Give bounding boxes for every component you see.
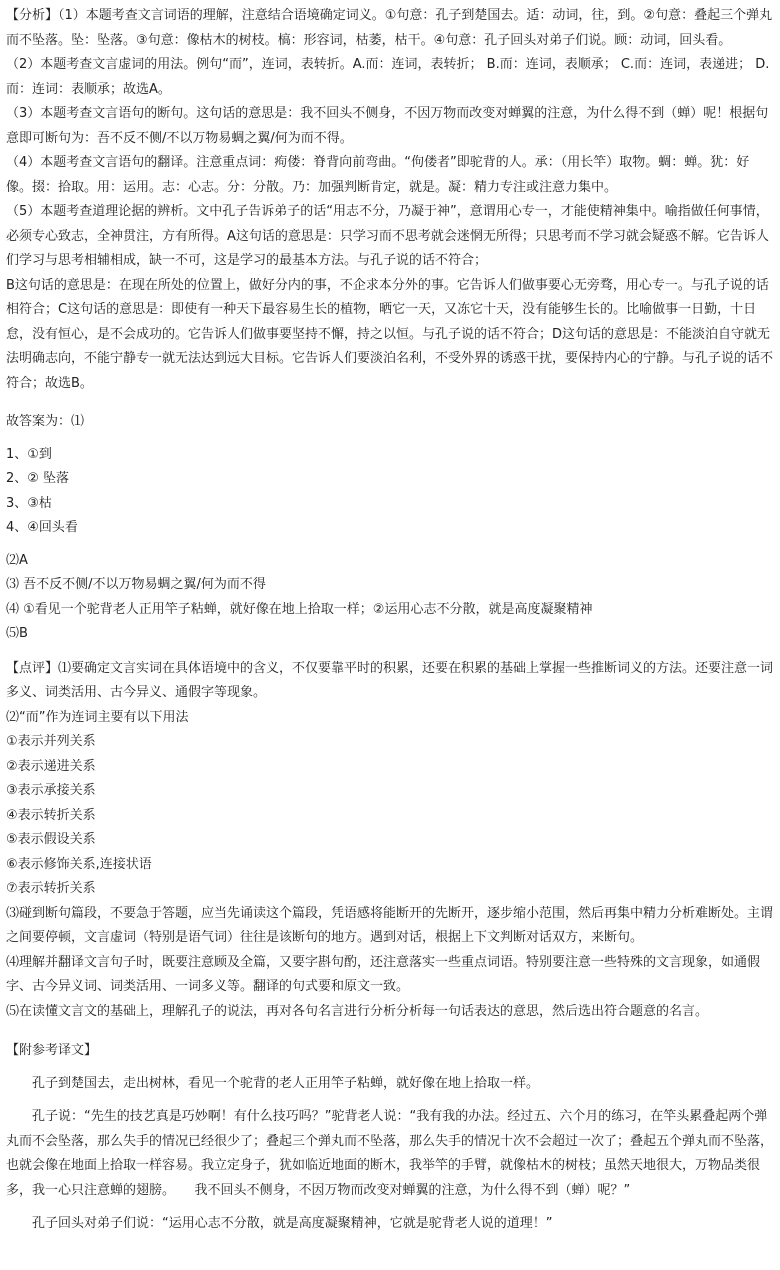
review-point-2: ⑵“而”作为连词主要有以下用法	[6, 709, 189, 725]
answer-line-3: ⑶ 吾不反不侧/不以万物易蜩之翼/何为而不得	[6, 577, 266, 592]
answer-line-4: ⑷ ①看见一个驼背老人正用竿子粘蝉，就好像在地上拾取一样；②运用心志不分散，就是高度凝聚精神	[6, 601, 593, 617]
analysis-part-2: （2）本题考查文言虚词的用法。例句“而”，连词，表转折。A.而：连词，表转折； B.而：连词，表顺承； C.而：连词，表递进； D.而：连词：表顺承；故选A。	[6, 57, 770, 97]
answer-line-2: ⑵A	[6, 552, 28, 568]
translation-paragraph-1: 孔子到楚国去，走出树林，看见一个驼背的老人正用竿子粘蝉，就好像在地上拾取一样。	[32, 1076, 540, 1091]
answer-item-4: 4、④回头看	[6, 520, 78, 535]
review-usage-6: ⑥表示修饰关系,连接状语	[6, 856, 152, 872]
translation-section	[6, 1038, 774, 1237]
translation-paragraph-2: 孔子说：“先生的技艺真是巧妙啊！有什么技巧吗？”驼背老人说：“我有我的办法。经过五、六个月的练习，在竿头累叠起两个弹丸而不会坠落，那么失手的情况已经很少了；叠起三个弹丸而不坠落，那么失手的情况十次不会超过一次了；叠起五个弹丸而不坠落，也就会像在地面上拾取一样容易。我立定身子，犹如临近地面的断木，我举竿的手臂，就像枯木的树枝；虽然天地很大，万物品类很多，我一心只注意蝉的翅膀。 我不回头不侧身，不因万物而改变对蝉翼的注意，为什么得不到（蝉）呢？”	[6, 1108, 774, 1199]
review-usage-5: ⑤表示假设关系	[6, 832, 96, 847]
translation-title: 【附参考译文】	[6, 1043, 98, 1058]
analysis-part-3: （3）本题考查文言语句的断句。这句话的意思是：我不回头不侧身，不因万物而改变对蝉翼的注意，为什么得不到（蝉）呢！根据句意即可断句为：吾不反不侧/不以万物易蜩之翼/何为而不得。	[6, 106, 769, 146]
review-usage-7: ⑦表示转折关系	[6, 881, 96, 896]
review-point-4: ⑷理解并翻译文言句子时，既要注意顾及全篇，又要字斟句酌，还注意落实一些重点词语。特别要注意一些特殊的文言现象，如通假字、古今异义词、词类活用、一词多义等。翻译的句式要和原文一致。	[6, 954, 761, 994]
review-usage-3: ③表示承接关系	[6, 783, 96, 798]
review-point-5: ⑸在读懂文言文的基础上，理解孔子的说法，再对各句名言进行分析分析每一句话表达的意思，然后选出符合题意的名言。	[6, 1003, 709, 1019]
analysis-part-5: （5）本题考查道理论据的辨析。文中孔子告诉弟子的话“用志不分，乃凝于神”，意谓用心专一，才能使精神集中。喻指做任何事情，必须专心致志，全神贯注，方有所得。A这句话的意思是：只学习而不思考就会迷惘无所得；只思考而不学习就会疑惑不解。它告诉人们学习与思考相辅相成，缺一不可，这是学习的最基本方法。与孔子说的话不符合；	[6, 204, 769, 268]
answer-intro: 故答案为：⑴	[6, 414, 85, 429]
review-usage-2: ②表示递进关系	[6, 758, 96, 774]
answer-item-1: 1、①到	[6, 446, 52, 462]
answer-line-5: ⑸B	[6, 626, 28, 641]
review-point-3: ⑶碰到断句篇段，不要急于答题，应当先诵读这个篇段，凭语感将能断开的先断开，逐步缩小范围，然后再集中精力分析难断处。主谓之间要停顿，文言虚词（特别是语气词）往往是该断句的地方。遇到对话，根据上下文判断对话双方，来断句。	[6, 905, 774, 945]
review-usage-4: ④表示转折关系	[6, 807, 96, 823]
analysis-part-5-continued: B这句话的意思是：在现在所处的位置上，做好分内的事，不企求本分外的事。它告诉人们做事要心无旁骛，用心专一。与孔子说的话相符合；C这句话的意思是：即使有一种天下最容易生长的植物，晒它一天，又冻它十天，没有能够生长的。比喻做事一日勤，十日怠，没有恒心，是不会成功的。它告诉人们做事要坚持不懈，持之以恒。与孔子说的话不符合；D这句话的意思是：不能淡泊自守就无法明确志向，不能宁静专一就无法达到远大目标。它告诉人们要淡泊名利，不受外界的诱惑干扰，要保持内心的宁静。与孔子说的话不符合；故选B。	[6, 277, 774, 391]
review-section	[6, 657, 774, 1025]
review-usage-1: ①表示并列关系	[6, 734, 96, 749]
answer-item-2: 2、② 坠落	[6, 471, 70, 486]
answer-section	[6, 410, 774, 647]
analysis-part-4: （4）本题考查文言语句的翻译。注意重点词：痀偻：脊背向前弯曲。“佝偻者”即驼背的人。承：（用长竿）取物。蜩：蝉。犹：好像。掇：拾取。用：运用。志：心志。分：分散。乃：加强判断肯定，就是。凝：精力专注或注意力集中。	[6, 155, 750, 195]
review-point-1: 【点评】⑴要确定文言实词在具体语境中的含义，不仅要靠平时的积累，还要在积累的基础上掌握一些推断词义的方法。还要注意一词多义、词类活用、古今异义、通假字等现象。	[6, 660, 774, 700]
analysis-part-1: 【分析】（1）本题考查文言词语的理解，注意结合语境确定词义。①句意：孔子到楚国去。适：动词，往，到。②句意：叠起三个弹丸而不坠落。坠：坠落。③句意：像枯木的树枝。槁：形容词，枯萎，枯干。④句意：孔子回头对弟子们说。顾：动词，回头看。	[6, 8, 773, 48]
analysis-section	[6, 4, 774, 396]
translation-paragraph-3: 孔子回头对弟子们说：“运用心志不分散，就是高度凝聚精神，它就是驼背老人说的道理！”	[32, 1215, 553, 1231]
answer-item-3: 3、③枯	[6, 495, 52, 511]
